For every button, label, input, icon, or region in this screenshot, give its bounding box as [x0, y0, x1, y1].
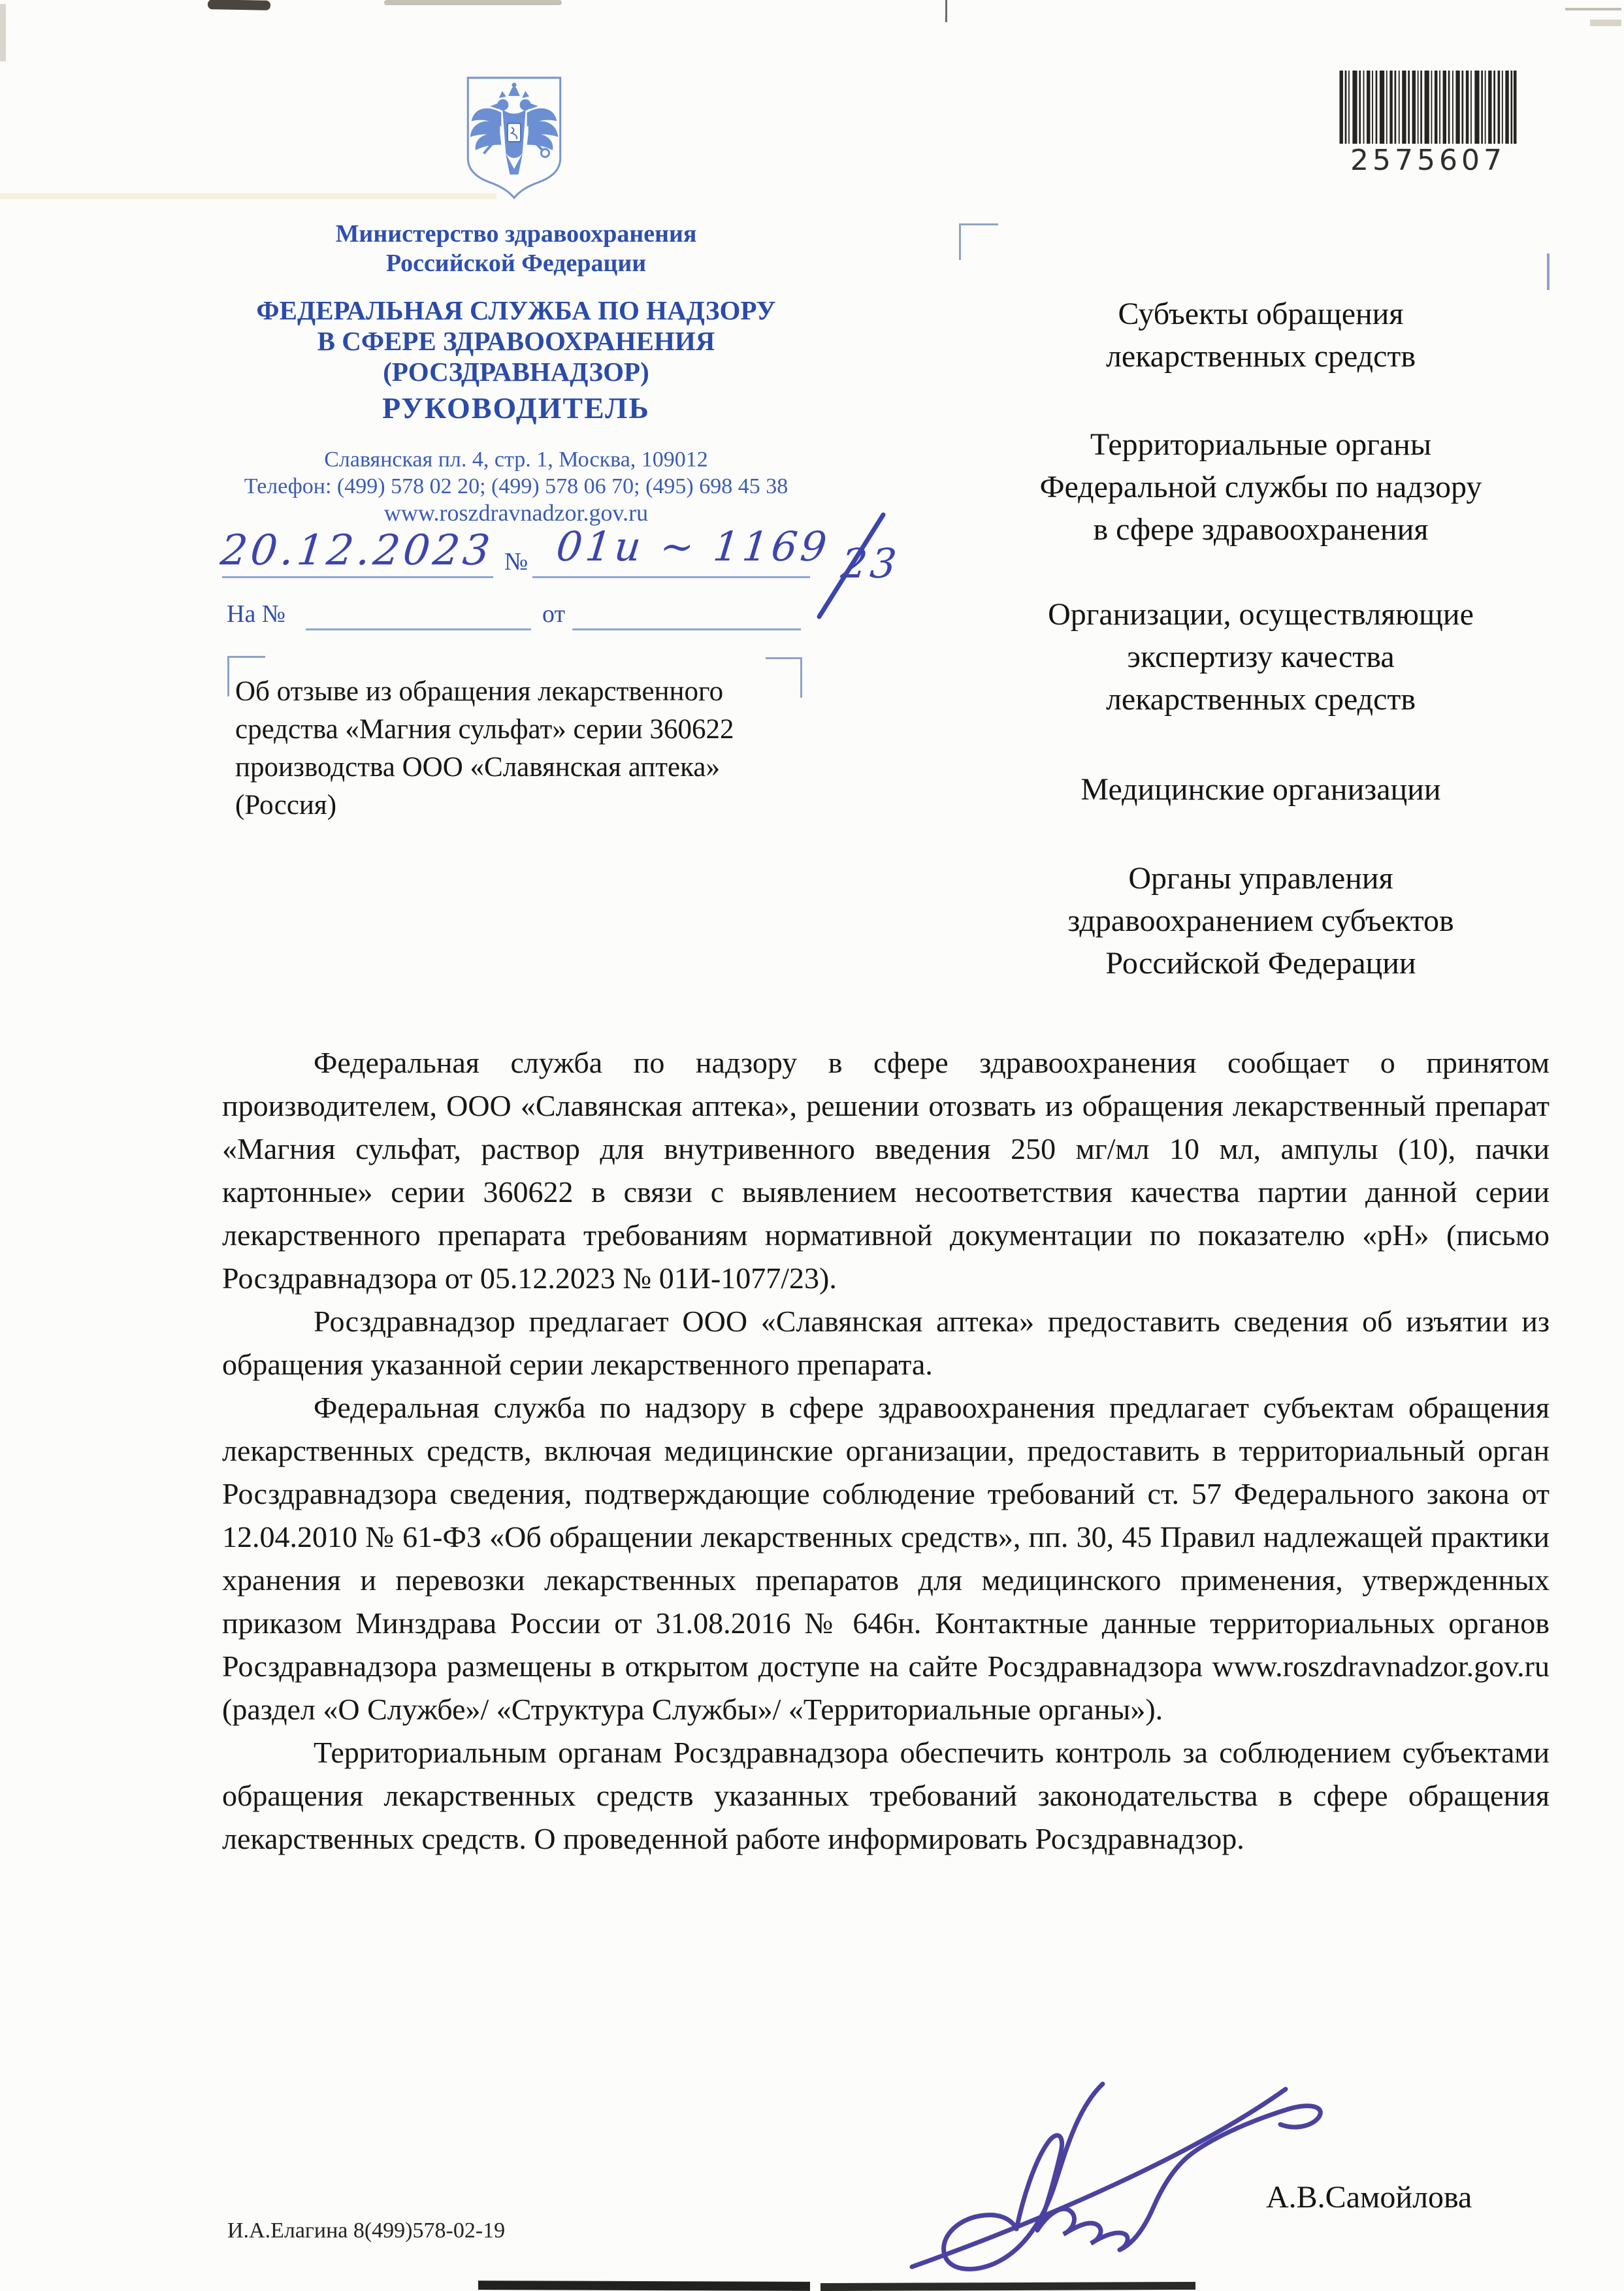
subject-line: (Россия) [235, 790, 337, 821]
subject-line: производства ООО «Славянская аптека» [235, 752, 720, 783]
handwritten-date: 20.12.2023 [218, 527, 496, 575]
scan-artifact [0, 4, 6, 61]
reply-number-underline [306, 628, 531, 630]
scan-artifact [1565, 8, 1621, 10]
number-underline [532, 576, 810, 578]
corner-mark [766, 657, 802, 659]
executor-contact: И.А.Елагина 8(499)578-02-19 [227, 2218, 506, 2243]
scan-artifact [384, 0, 562, 5]
position-title: РУКОВОДИТЕЛЬ [382, 391, 650, 425]
coat-of-arms-emblem [461, 74, 567, 202]
corner-mark [959, 223, 998, 225]
phones-line: Телефон: (499) 578 02 20; (499) 578 06 70; (495) 698 45 38 [244, 474, 788, 498]
subject-line: средства «Магния сульфат» серии 360622 [235, 714, 734, 745]
body-paragraph: Территориальным органам Росздравнадзора обеспечить контроль за соблюдением субъектами обращения лекарственных средств указанных требований законодательства в сфере обращения лекарственных средств. О проведенной работе информировать Росздравнадзор. [222, 1736, 1550, 1855]
recipient-line: экспертизу качества [1127, 640, 1395, 674]
website-line: www.roszdravnadzor.gov.ru [383, 500, 649, 526]
agency-line: (РОСЗДРАВНАДЗОР) [383, 357, 649, 387]
agency-line: ФЕДЕРАЛЬНАЯ СЛУЖБА ПО НАДЗОРУ [256, 295, 776, 325]
reply-label: На № [227, 600, 286, 628]
recipient-line: Медицинские организации [1080, 772, 1441, 807]
bottom-barcode-strip [820, 2282, 1195, 2291]
recipient-line: Российской Федерации [1105, 946, 1416, 981]
corner-mark [959, 223, 961, 260]
bottom-barcode-strip [478, 2281, 810, 2291]
scan-artifact [1590, 20, 1621, 26]
handwritten-number: 01и ~ 1169 [554, 523, 832, 570]
recipient-group [941, 768, 1581, 811]
recipient-line: лекарственных средств [1105, 339, 1416, 374]
recipient-line: здравоохранением субъектов [1067, 903, 1454, 938]
body-paragraph: Федеральная служба по надзору в сфере здравоохранения предлагает субъектам обращения лекарственных средств, включая медицинские организации, предоставить в территориальный орган Росздравнадзора сведения, подтверждающие соблюдение требований ст. 57 Федерального закона от 12.04.2010 № 61-ФЗ «Об обращении лекарственных средств», пп. 30, 45 Правил надлежащей практики хранения и перевозки лекарственных препаратов для медицинского применения, утвержденных приказом Минздрава России от 31.08.2016 № 646н. Контактные данные территориальных органов Росздравнадзора размещены в открытом доступе на сайте Росздравнадзора www.roszdravnadzor.gov.ru (раздел «О Службе»/ «Структура Службы»/ «Территориальные органы»). [222, 1391, 1550, 1726]
subject-block [235, 673, 823, 824]
scan-artifact [945, 0, 947, 22]
recipient-line: Организации, осуществляющие [1048, 597, 1474, 632]
reply-date-underline [572, 628, 801, 630]
reply-from-label: от [542, 600, 566, 628]
recipient-group [941, 593, 1581, 721]
letter-body [222, 1041, 1550, 1860]
barcode [1339, 71, 1517, 144]
address-line: Славянская пл. 4, стр. 1, Москва, 109012 [324, 447, 708, 472]
recipient-line: в сфере здравоохранения [1093, 512, 1429, 547]
signer-name: А.В.Самойлова [1266, 2180, 1472, 2215]
body-paragraph: Федеральная служба по надзору в сфере здравоохранения сообщает о принятом производителем, ООО «Славянская аптека», решении отозвать из обращения лекарственный препарат «Магния сульфат, раствор для внутривенного введения 250 мг/мл 10 мл, ампулы (10), пачки картонные» серии 360622 в связи с выявлением несоответствия качества партии данной серии лекарственного препарата требованиям нормативной документации по показателю «рН» (письмо Росздравнадзора от 05.12.2023 № 01И-1077/23). [222, 1046, 1550, 1295]
number-sign: № [504, 548, 528, 576]
barcode-number: 2575607 [1350, 144, 1506, 177]
agency-name [222, 295, 810, 387]
recipient-line: Территориальные органы [1090, 427, 1432, 462]
ministry-name [222, 219, 810, 278]
recipient-line: Субъекты обращения [1118, 297, 1404, 331]
subject-line: Об отзыве из обращения лекарственного [235, 676, 724, 707]
handwritten-signature [894, 2070, 1344, 2279]
corner-mark [1547, 253, 1550, 290]
corner-mark [227, 656, 265, 658]
recipient-group [941, 423, 1581, 551]
recipient-line: Федеральной службы по надзору [1039, 470, 1482, 504]
recipient-line: лекарственных средств [1105, 682, 1416, 717]
recipient-line: Органы управления [1128, 861, 1393, 896]
body-paragraph: Росздравнадзор предлагает ООО «Славянская аптека» предоставить сведения об изъятии из обращения указанной серии лекарственного препарата. [222, 1305, 1550, 1381]
agency-line: В СФЕРЕ ЗДРАВООХРАНЕНИЯ [317, 326, 715, 356]
scan-artifact [208, 0, 270, 10]
handwritten-number-suffix: 23 [839, 540, 902, 587]
date-underline [222, 576, 493, 578]
recipient-group [941, 293, 1581, 378]
recipient-group [941, 857, 1581, 984]
ministry-line: Министерство здравоохранения [335, 220, 697, 248]
ministry-line: Российской Федерации [385, 250, 647, 277]
corner-mark [227, 656, 229, 696]
scan-artifact [0, 193, 496, 199]
